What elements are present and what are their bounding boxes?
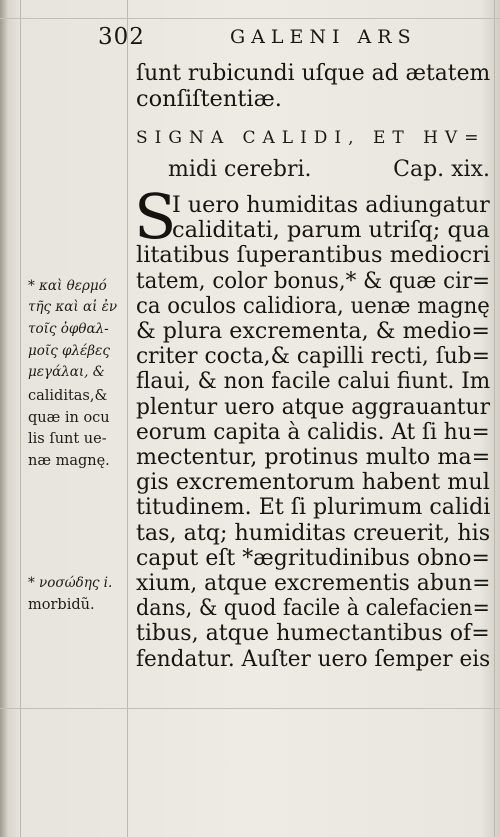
body-line: fendatur. Auſter uero ſemper eis: [136, 645, 491, 672]
margin-note: τοῖς ὀφθαλ-: [28, 321, 109, 337]
running-head: [98, 24, 478, 54]
body-line: ca oculos calidiora, uenæ magnę: [136, 292, 490, 319]
page-gutter-shadow: [0, 0, 8, 837]
margin-rule-right: [494, 0, 495, 837]
body-line: eorum capita à calidis. At ſi hu=: [136, 418, 490, 445]
margin-note: * καὶ θερμό: [28, 278, 107, 294]
body-line: plentur uero atque aggrauantur: [136, 393, 491, 420]
continuation-line: conſiſtentiæ.: [136, 86, 282, 112]
page-number: 302: [98, 24, 145, 50]
body-line: dans, & quod facile à calefacien=: [136, 595, 490, 622]
margin-note: lis ſunt ue-: [28, 431, 107, 447]
body-line: litatibus ſuperantibus mediocri: [136, 242, 491, 269]
margin-rule-top: [0, 18, 500, 19]
margin-note: næ magnę.: [28, 453, 110, 469]
margin-note: caliditas,&: [28, 388, 108, 404]
body-line: gis excrementorum habent mul: [136, 469, 490, 496]
margin-rule-bottom: [0, 708, 500, 709]
chapter-number: Cap. xix.: [393, 157, 490, 182]
margin-note: * νοσώδης i.: [28, 575, 113, 591]
margin-rule-text: [127, 0, 128, 837]
body-line: caliditati, parum utriſq; qua: [172, 217, 490, 244]
body-line: xium, atque excrementis abun=: [136, 570, 491, 596]
margin-note: quæ in ocu: [28, 410, 110, 426]
body-line: caput eſt *ægritudinibus obno=: [136, 544, 490, 571]
body-line: tibus, atque humectantibus of=: [136, 620, 490, 647]
chapter-heading-line2: [168, 157, 490, 182]
body-line: mectentur, protinus multo ma=: [136, 444, 491, 470]
running-title: GALENI ARS: [230, 26, 417, 48]
body-line: & plura excrementa, & medio=: [136, 318, 490, 344]
body-line: tas, atq; humiditas creuerit, his: [136, 519, 491, 546]
body-line: titudinem. Et ſi plurimum calidi: [136, 494, 491, 521]
body-line: criter cocta,& capilli recti, ſub=: [136, 343, 490, 370]
body-line: tatem, color bonus,* & quæ cir=: [136, 267, 491, 294]
chapter-subject: midi cerebri.: [168, 157, 312, 182]
continuation-line: ſunt rubicundi uſque ad ætatem: [136, 60, 491, 86]
drop-cap: S: [134, 180, 177, 253]
margin-note: μοῖς φλέβες: [28, 343, 110, 359]
body-line: flaui, & non facile calui fiunt. Im: [136, 368, 491, 395]
body-line: I uero humiditas adiungatur: [172, 192, 490, 218]
margin-note: τῆς καὶ αἱ ἐν: [28, 299, 118, 315]
margin-note: μεγάλαι, &: [28, 364, 105, 380]
chapter-heading: SIGNA CALIDI, ET HV=: [136, 128, 486, 148]
margin-rule-left: [20, 0, 21, 837]
margin-note: morbidũ.: [28, 597, 95, 613]
